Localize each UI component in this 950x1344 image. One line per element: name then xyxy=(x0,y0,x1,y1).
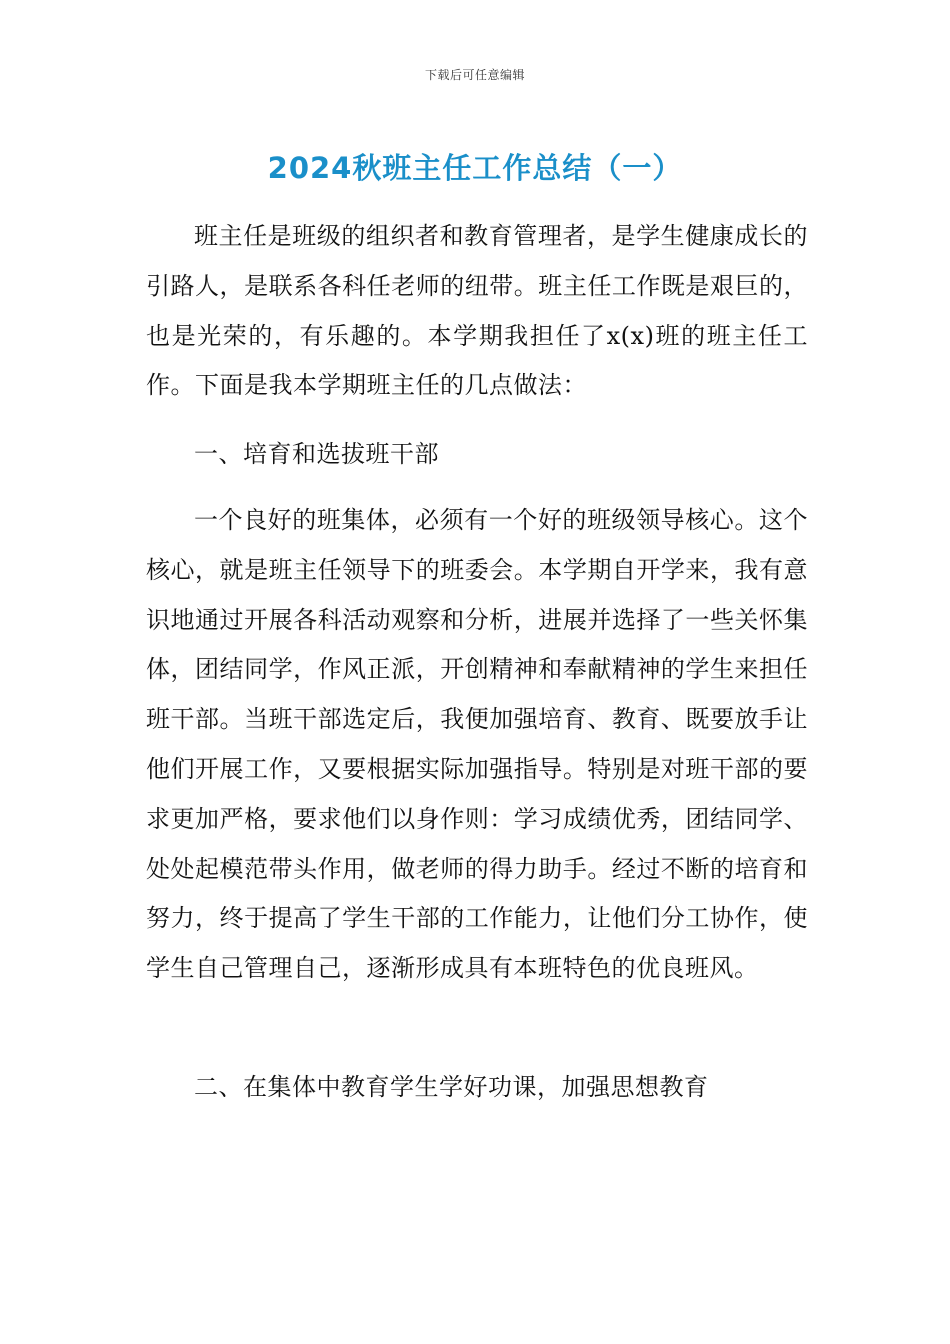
header-note: 下载后可任意编辑 xyxy=(424,68,525,82)
section-one-paragraph: 一个良好的班集体，必须有一个好的班级领导核心。这个核心，就是班主任领导下的班委会。本学期自开学来，我有意识地通过开展各科活动观察和分析，进展并选择了一些关怀集体，团结同学，作风正派，开创精神和奉献精神的学生来担任班干部。当班干部选定后，我便加强培育、教育、既要放手让他们开展工作，又要根据实际加强指导。特别是对班干部的要求更加严格，要求他们以身作则：学习成绩优秀，团结同学、处处起模范带头作用，做老师的得力助手。经过不断的培育和努力，终于提高了学生干部的工作能力，让他们分工协作，使学生自己管理自己，逐渐形成具有本班特色的优良班风。 xyxy=(146,506,808,983)
section-one-heading: 一、培育和选拔班干部 xyxy=(194,440,439,468)
intro-paragraph: 班主任是班级的组织者和教育管理者，是学生健康成长的引路人，是联系各科任老师的纽带。班主任工作既是艰巨的，也是光荣的，有乐趣的。本学期我担任了x(x)班的班主任工作。下面是我本学期班主任的几点做法： xyxy=(146,222,808,400)
section-two-heading: 二、在集体中教育学生学好功课，加强思想教育 xyxy=(194,1073,709,1101)
document-title: 2024秋班主任工作总结（一） xyxy=(267,151,683,185)
